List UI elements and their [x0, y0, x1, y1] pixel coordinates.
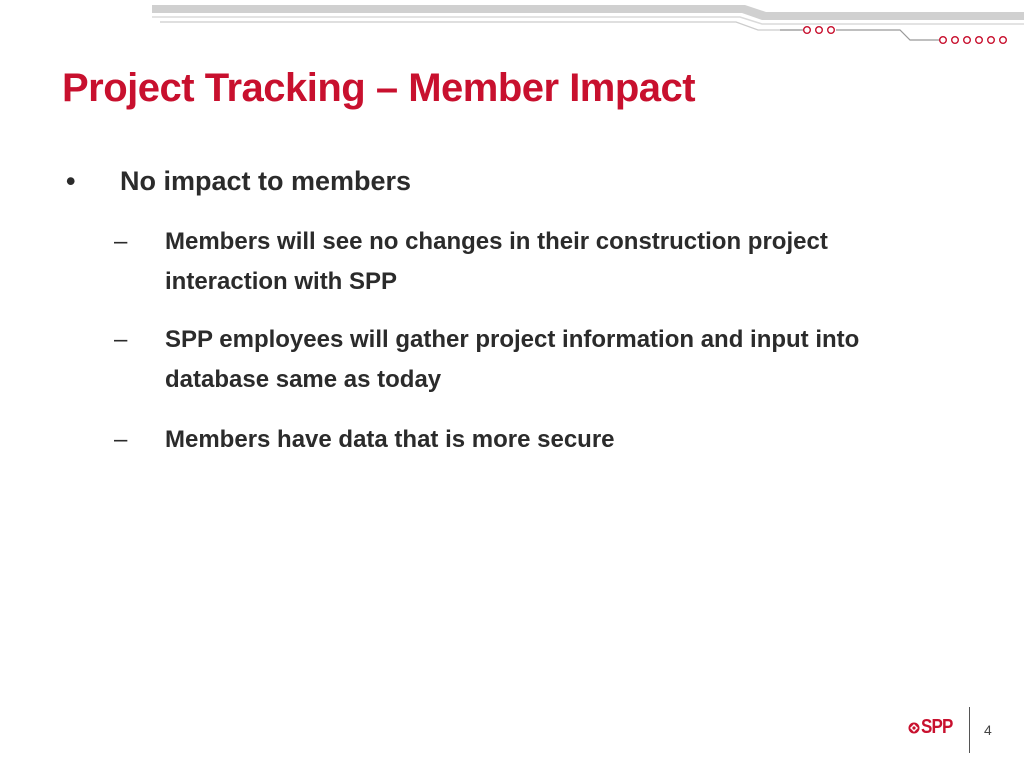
sub-bullet-item [114, 420, 874, 460]
logo-text: SPP [921, 716, 953, 738]
spp-logo [908, 712, 960, 746]
slide-title: Project Tracking – Member Impact [62, 66, 696, 110]
sub-bullet-text: Members will see no changes in their construction project interaction with SPP [165, 228, 828, 295]
sub-bullet-marker: – [114, 228, 128, 255]
header-circuit-decoration [0, 0, 1024, 60]
page-number: 4 [984, 722, 992, 738]
footer-divider [969, 707, 970, 753]
bullet-marker: • [66, 166, 76, 196]
sub-bullet-marker: – [114, 426, 128, 453]
sub-bullet-item [114, 320, 874, 400]
sub-bullet-marker: – [114, 326, 128, 353]
sub-bullet-text: Members have data that is more secure [165, 426, 615, 453]
spp-diamond-mark-icon [908, 722, 920, 734]
sub-bullet-text: SPP employees will gather project information and input into database same as today [165, 326, 860, 393]
bullet-text: No impact to members [120, 166, 412, 196]
sub-bullet-item [114, 222, 874, 302]
